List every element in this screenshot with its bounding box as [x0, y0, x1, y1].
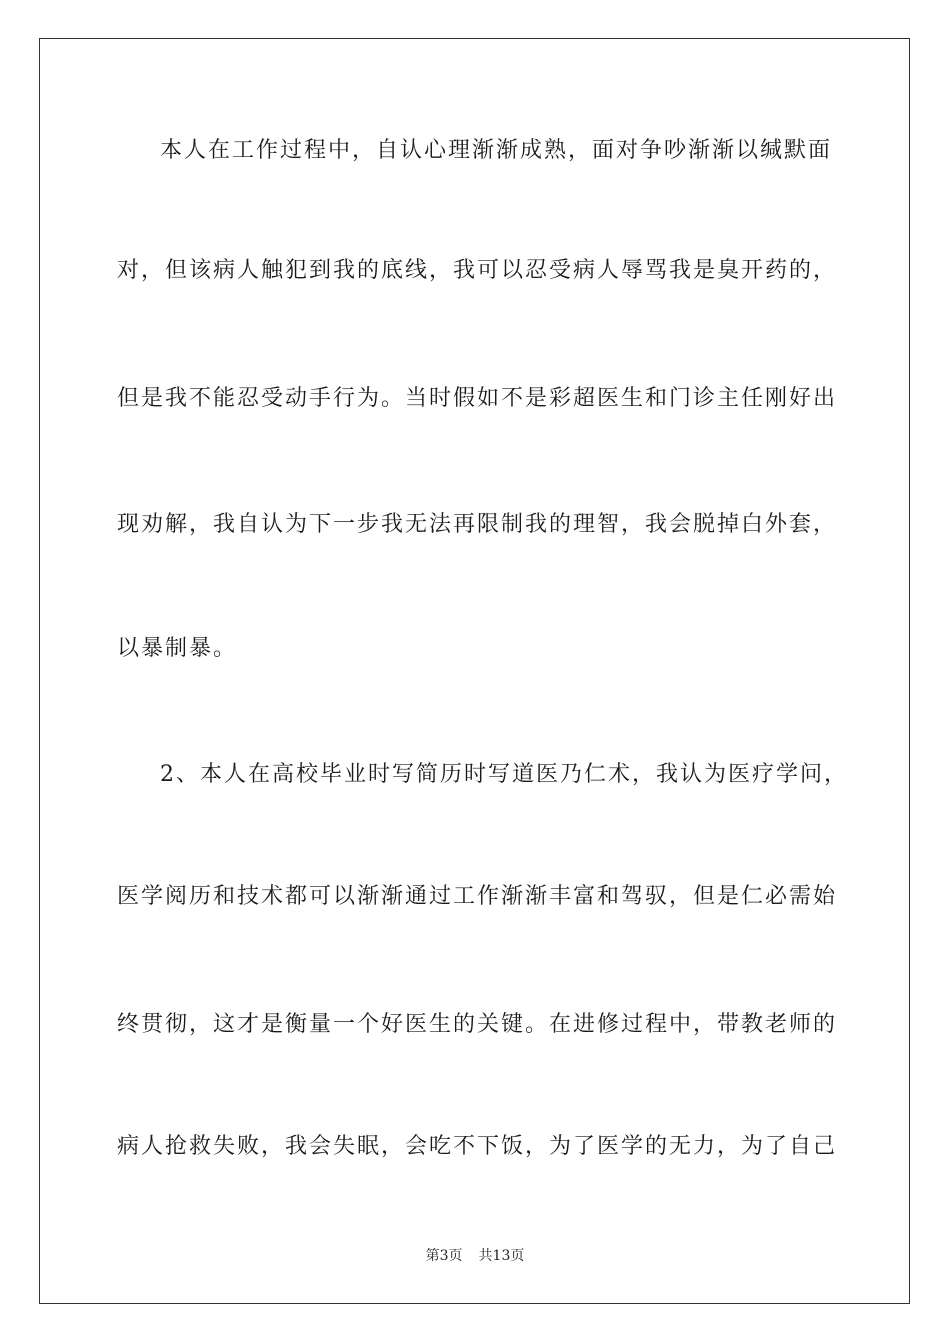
page-number: 第3页	[425, 1248, 463, 1264]
page-footer	[0, 1246, 950, 1266]
paragraph-line-6: 2、本人在高校毕业时写简历时写道医乃仁术，我认为医疗学问，	[160, 762, 848, 787]
paragraph-line-8: 终贯彻，这才是衡量一个好医生的关键。在进修过程中，带教老师的	[117, 1012, 838, 1037]
paragraph-line-2: 对，但该病人触犯到我的底线，我可以忍受病人辱骂我是臭开药的，	[117, 258, 838, 283]
paragraph-line-3: 但是我不能忍受动手行为。当时假如不是彩超医生和门诊主任刚好出	[117, 386, 838, 411]
paragraph-line-4: 现劝解，我自认为下一步我无法再限制我的理智，我会脱掉白外套，	[117, 512, 838, 537]
paragraph-line-9: 病人抢救失败，我会失眠，会吃不下饭，为了医学的无力，为了自己	[117, 1134, 838, 1159]
paragraph-line-5: 以暴制暴。	[117, 636, 238, 661]
paragraph-line-7: 医学阅历和技术都可以渐渐通过工作渐渐丰富和驾驭，但是仁必需始	[117, 884, 838, 909]
page-frame	[39, 38, 910, 1304]
total-pages: 共13页	[478, 1248, 525, 1264]
paragraph-line-1: 本人在工作过程中，自认心理渐渐成熟，面对争吵渐渐以缄默面	[160, 138, 833, 163]
